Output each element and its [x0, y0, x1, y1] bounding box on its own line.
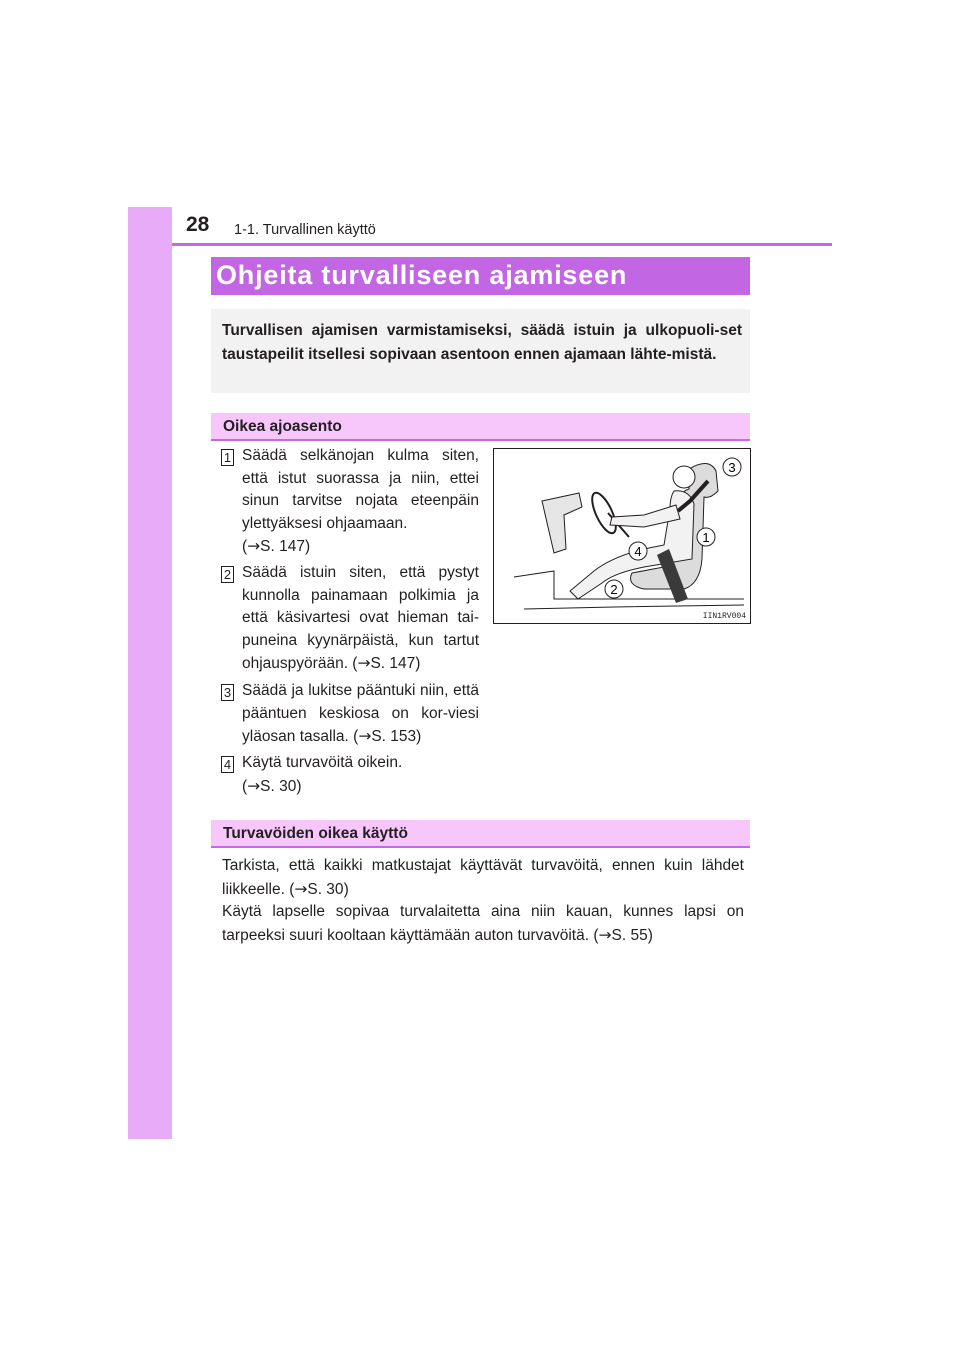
item-3-text: Säädä ja lukitse pääntuki niin, että pääntuen keskiosa on kor-viesi yläosan tasalla. (	[242, 682, 479, 745]
item-4-text: Käytä turvavöitä oikein.	[242, 754, 403, 771]
subhead-seatbelt-use-label: Turvavöiden oikea käyttö	[223, 825, 408, 842]
callout-1	[697, 528, 715, 546]
arrow-icon: →	[247, 776, 261, 795]
callout-2-label: 2	[610, 582, 618, 597]
driving-posture-figure	[493, 448, 751, 624]
arrow-icon: →	[357, 654, 371, 672]
callout-4	[629, 542, 647, 560]
item-3: Säädä ja lukitse pääntuki niin, että pääntuen keskiosa on kor-viesi yläosan tasalla. (→S. 153)	[242, 682, 479, 745]
seatbelt-para-2-ref: S. 55	[611, 926, 648, 944]
floor-base-line	[524, 605, 744, 609]
arrow-icon: →	[294, 879, 308, 898]
section-label: 1-1. Turvallinen käyttö	[234, 222, 376, 238]
seatbelt-para-2-text: Käytä lapselle sopivaa turvalaitetta aina niin kauan, kunnes lapsi on tarpeeksi suuri kooltaan käyttämään auton turvavöitä. (	[222, 903, 744, 944]
arrow-icon: →	[598, 925, 612, 944]
seatbelt-para-1-text: Tarkista, että kaikki matkustajat käyttävät turvavöitä, ennen kuin lähdet liikkeelle. (	[222, 857, 744, 898]
item-marker-3: 3	[221, 684, 234, 701]
callout-1-label: 1	[702, 530, 710, 545]
page-number: 28	[186, 213, 210, 236]
arrow-icon: →	[358, 727, 372, 745]
driver-seat-illustration	[494, 449, 750, 623]
item-marker-1: 1	[221, 449, 234, 466]
seatbelt-para-2: Käytä lapselle sopivaa turvalaitetta aina niin kauan, kunnes lapsi on tarpeeksi suuri kooltaan käyttämään auton turvavöitä. (→S. 55)	[222, 903, 744, 944]
item-2-text: Säädä istuin siten, että pystyt kunnolla painamaan polkimia ja että käsivartesi ovat hieman tai-puneina kyynärpäistä, kun tartut ohjauspyörään. (	[242, 564, 479, 672]
item-1-text: Säädä selkänojan kulma siten, että istut suorassa ja niin, ettei sinun tarvitse nojata eteenpäin ylettyäksesi ohjaamaan.	[242, 447, 479, 532]
arrow-icon: →	[247, 537, 261, 555]
figure-code: IIN1RV004	[702, 612, 746, 621]
floor-line	[514, 571, 744, 599]
item-4-ref: S. 30	[260, 777, 297, 795]
item-2-ref: S. 147	[370, 655, 416, 672]
item-3-ref: S. 153	[371, 728, 417, 745]
callout-3	[723, 458, 741, 476]
header-rule	[172, 243, 832, 246]
intro-text: Turvallisen ajamisen varmistamiseksi, säädä istuin ja ulkopuoli-set taustapeilit itsellesi sopivaan asentoon ennen ajamaan lähte-mistä.	[222, 322, 742, 363]
callout-2	[605, 580, 623, 598]
item-1-ref: S. 147	[260, 538, 305, 555]
callout-4-label: 4	[634, 544, 642, 559]
seatbelt-para-1-ref: S. 30	[307, 880, 344, 898]
seatbelt-para-1: Tarkista, että kaikki matkustajat käyttävät turvavöitä, ennen kuin lähdet liikkeelle. (→S. 30)	[222, 857, 744, 898]
item-marker-2: 2	[221, 566, 234, 583]
side-tab-strip	[128, 207, 172, 1139]
item-marker-4: 4	[221, 756, 234, 773]
subhead-correct-posture-label: Oikea ajoasento	[223, 418, 342, 435]
steering-wheel	[587, 490, 620, 537]
item-1: Säädä selkänojan kulma siten, että istut suorassa ja niin, ettei sinun tarvitse nojata eteenpäin ylettyäksesi ohjaamaan. (→S. 147)	[242, 447, 479, 555]
callout-3-label: 3	[728, 460, 736, 475]
seatbelt-body	[222, 855, 744, 947]
page-title: Ohjeita turvalliseen ajamiseen	[216, 260, 628, 290]
dashboard-shape	[542, 493, 582, 553]
item-2: Säädä istuin siten, että pystyt kunnolla painamaan polkimia ja että käsivartesi ovat hieman tai-puneina kyynärpäistä, kun tartut ohjauspyörään. (→S. 147)	[242, 564, 479, 672]
driver-head	[673, 466, 695, 488]
item-4: Käytä turvavöitä oikein. (→S. 30)	[242, 754, 403, 795]
